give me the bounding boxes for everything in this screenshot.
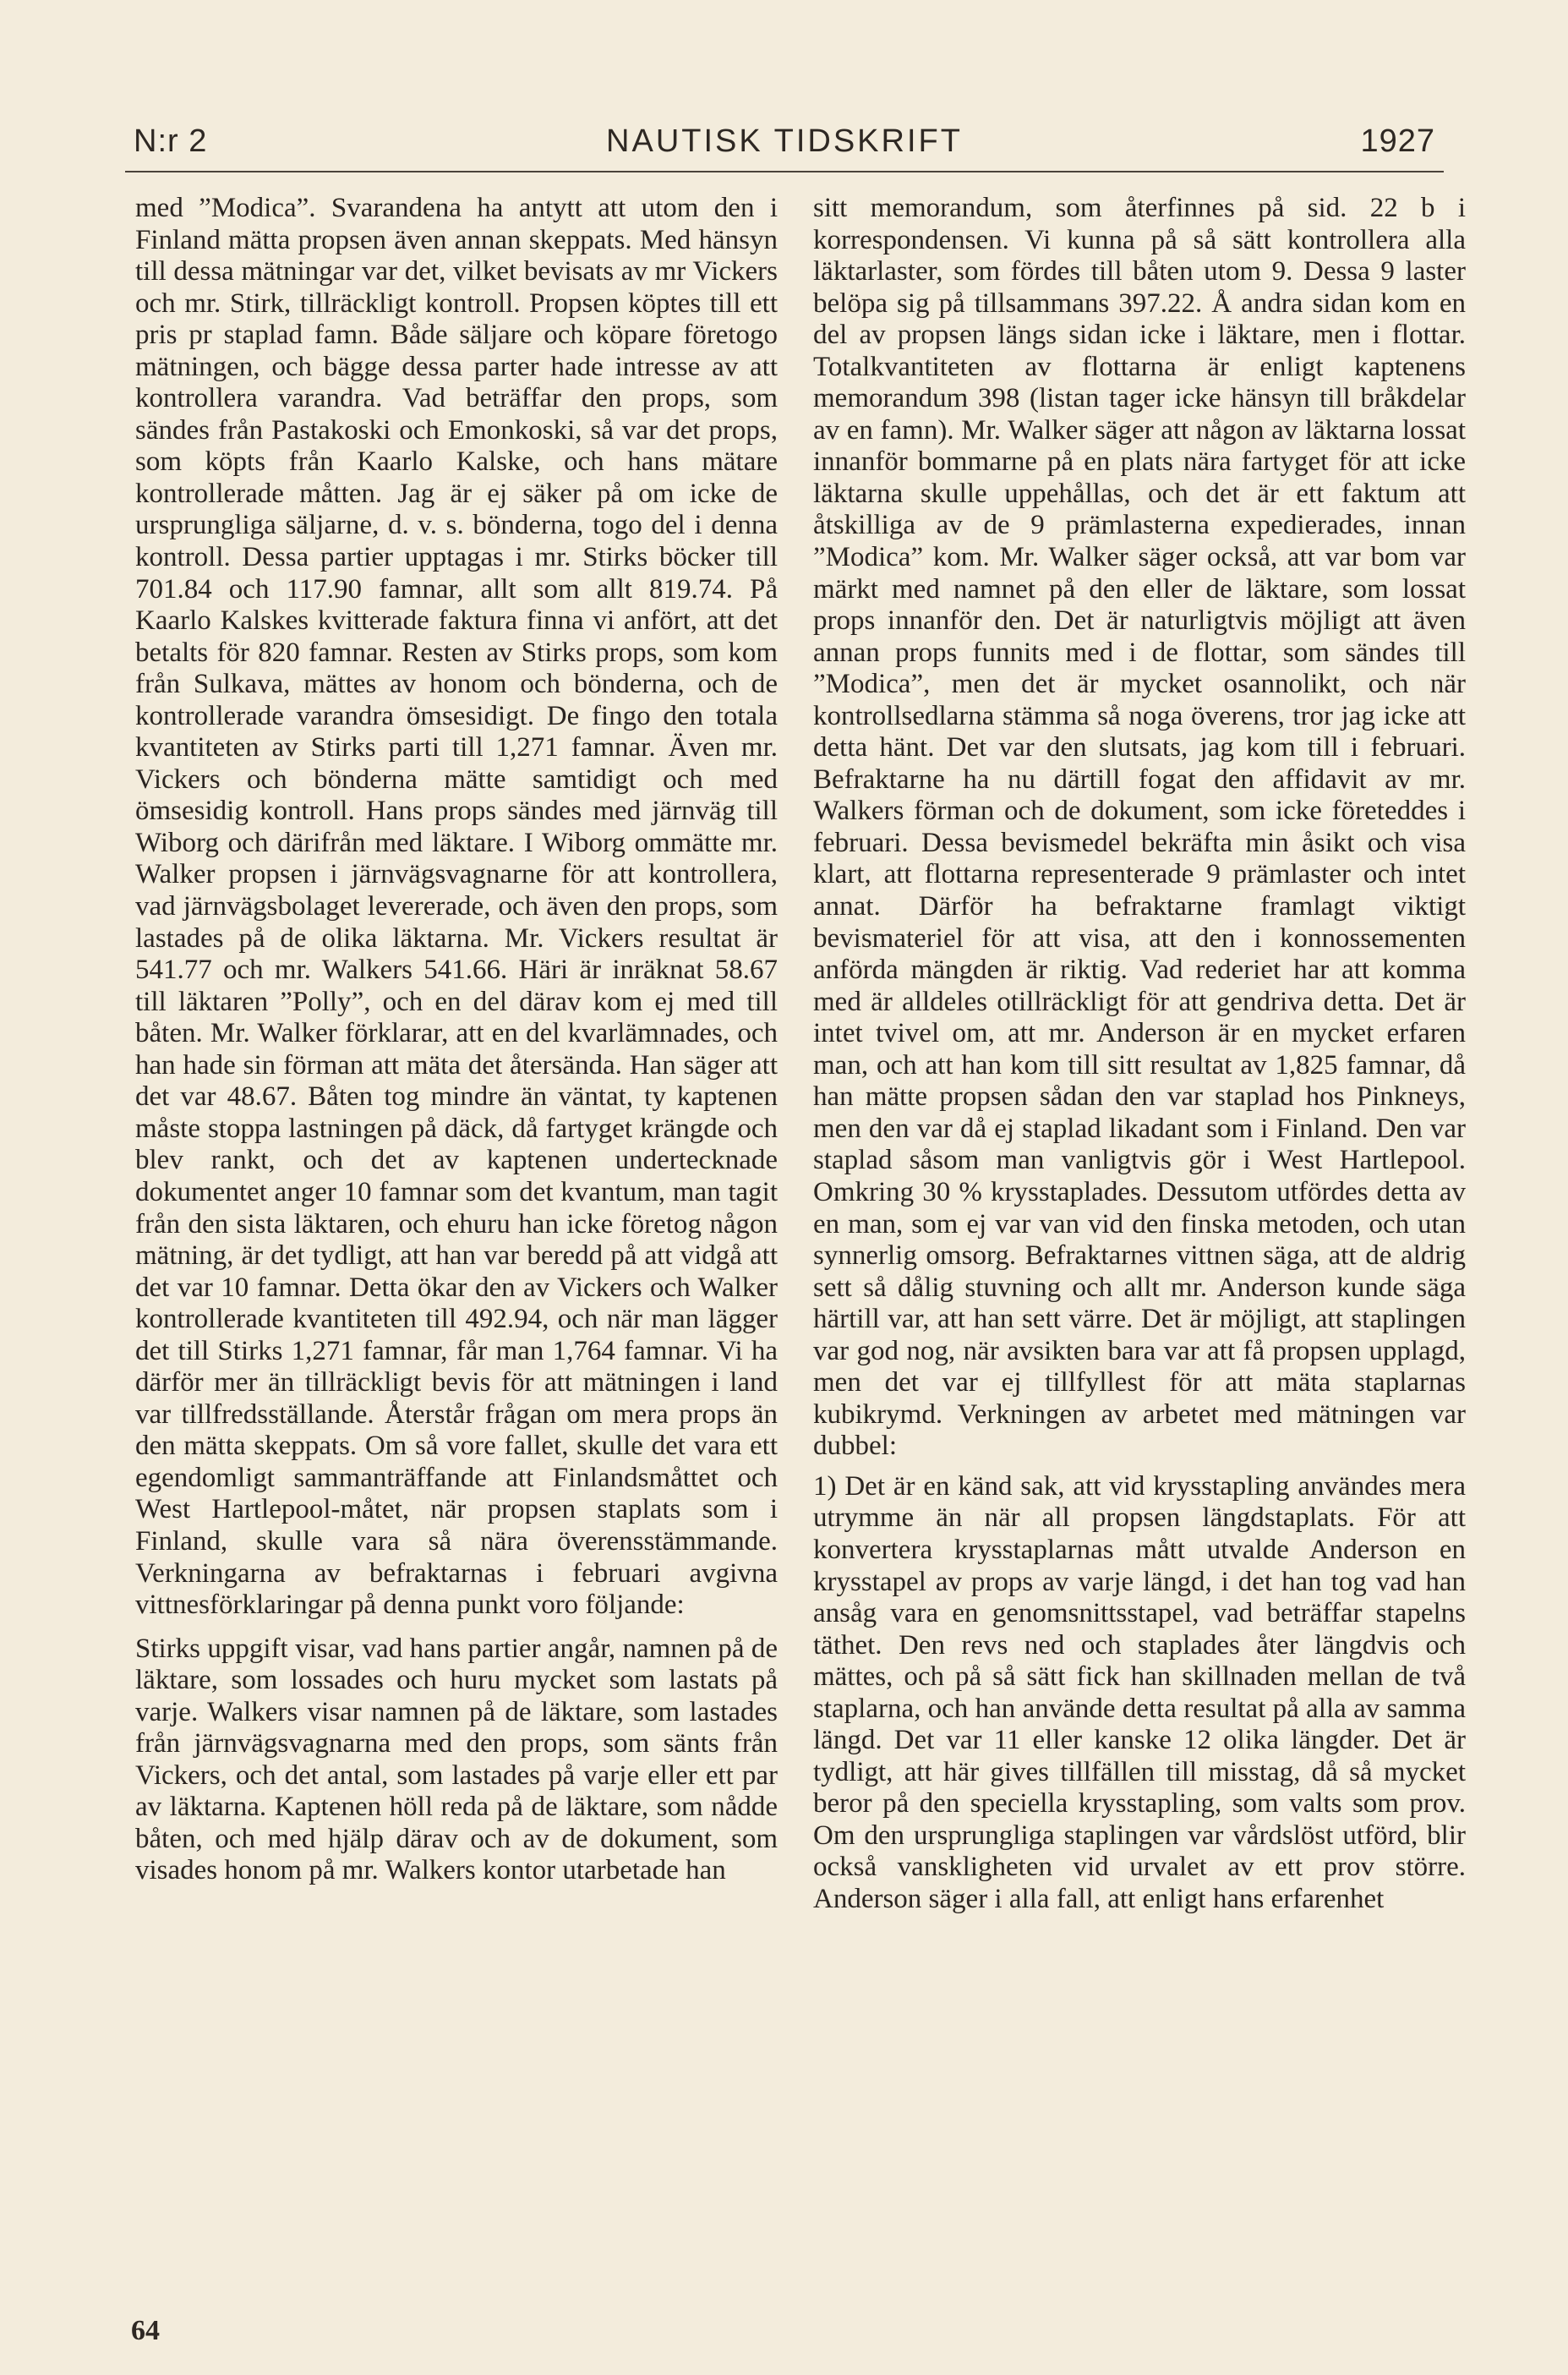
paragraph: 1) Det är en känd sak, att vid krysstapling användes mera utrymme än när all propsen längdstaplats. För att konvertera krysstaplarnas mått utvalde Anderson en krysstapel av props av varje längd, i det han tog vad han ansåg vara en genomsnittsstapel, vad beträffar stapelns täthet. Den revs ned och staplades åter längdvis och mättes, och på så sätt fick han skillnaden mellan de två staplarna, och han använde detta resultat på alla av samma längd. Det var 11 eller kanske 12 olika längder. Det är tydligt, att här gives tillfällen till misstag, då så mycket beror på den speciella krysstapling, som valts som prov. Om den ursprungliga staplingen var vårdslöst utförd, blir också vanskligheten vid urvalet av ett prov större. Anderson säger i alla fall, att enligt hans erfarenhet (813, 1470, 1466, 1914)
year: 1927 (1360, 123, 1435, 159)
paragraph: sitt memorandum, som återfinnes på sid. 22 b i korrespondensen. Vi kunna på så sätt kontrollera alla läktarlaster, som fördes till båten utom 9. Dessa 9 laster belöpa sig på tillsammans 397.22. Å andra sidan kom en del av propsen längs sidan icke i läktare, men i flottar. Totalkvantiteten av flottarna är enligt kaptenens memorandum 398 (listan tager icke hänsyn till bråkdelar av en famn). Mr. Walker säger att någon av läktarna lossat innanför bommarne på en plats nära fartyget för att icke läktarna skulle uppehållas, och det är ett faktum att åtskilliga av de 9 prämlasterna expedierades, innan ”Modica” kom. Mr. Walker säger också, att var bom var märkt med namnet på den eller de läktare, som lossat props innanför den. Det är naturligtvis möjligt att även annan props funnits med i de flottar, som sändes till ”Modica”, men det är mycket osannolikt, och när kontrollsedlarna stämma så noga överens, tror jag icke att detta hänt. Det var den slutsats, jag kom till i februari. Befraktarne ha nu därtill fogat den affidavit av mr. Walkers förman och de dokument, som icke företeddes i februari. Dessa bevismedel bekräfta min åsikt och visa klart, att flottarna representerade 9 prämlaster och intet annat. Därför ha befraktarne framlagt viktigt bevismateriel för att visa, att den i konnossementen anförda mängden är riktig. Vad rederiet har att komma med är alldeles otillräckligt för att gendriva detta. Det är intet tvivel om, att mr. Anderson är en mycket erfaren man, och att han kom till sitt resultat av 1,825 famnar, då han mätte propsen sådan den var staplad hos Pinkneys, men den var då ej staplad likadant som i Finland. Den var staplad såsom man vanligtvis gör i West Hartlepool. Omkring 30 % krysstaplades. Dessutom utfördes detta av en man, som ej var van vid den finska metoden, och utan synnerlig omsorg. Befraktarnes vittnen säga, att de aldrig sett så dålig stuvning och allt mr. Anderson kunde säga härtill var, att han sett värre. Det är möjligt, att staplingen var god nog, när avsikten bara var att få propsen upplagd, men det var ej tillfyllest för att mäta staplarnas kubikrymd. Verkningen av arbetet med mätningen var dubbel: (813, 193, 1466, 1462)
page-number: 64 (131, 2315, 160, 2346)
paragraph: Stirks uppgift visar, vad hans partier angår, namnen på de läktare, som lossades och huru mycket som lastats på varje. Walkers visar namnen på de läktare, som lastades från järnvägsvagnarna med den props, som sänts från Vickers, och det antal, som lastades på varje eller ett par av läktarna. Kaptenen höll reda på de läktare, som nådde båten, och med hjälp därav och av de dokument, som visades honom på mr. Walkers kontor utarbetade han (135, 1633, 778, 1886)
right-column (813, 193, 1466, 1916)
paragraph: med ”Modica”. Svarandena ha antytt att utom den i Finland mätta propsen även annan skeppats. Med hänsyn till dessa mätningar var det, vilket bevisats av mr Vickers och mr. Stirk, tillräckligt kontroll. Propsen köptes till ett pris pr staplad famn. Både säljare och köpare företogo mätningen, och bägge dessa parter hade intresse av att kontrollera varandra. Vad beträffar den props, som sändes från Pastakoski och Emonkoski, så var det props, som köpts från Kaarlo Kalske, och hans mätare kontrollerade måtten. Jag är ej säker på om icke de ursprungliga säljarne, d. v. s. bönderna, togo del i denna kontroll. Dessa partier upptagas i mr. Stirks böcker till 701.84 och 117.90 famnar, allt som allt 819.74. På Kaarlo Kalskes kvitterade faktura finna vi anfört, att det betalts för 820 famnar. Resten av Stirks props, som kom från Sulkava, mättes av honom och bönderna, och de kontrollerade varandra ömsesidigt. De fingo den totala kvantiteten av Stirks parti till 1,271 famnar. Även mr. Vickers och bönderna mätte samtidigt och med ömsesidig kontroll. Hans props sändes med järnväg till Wiborg och därifrån med läktare. I Wiborg ommätte mr. Walker propsen i järnvägsvagnarne för att kontrollera, vad järnvägsbolaget levererade, och även den props, som lastades på de olika läktarna. Mr. Vickers resultat är 541.77 och mr. Walkers 541.66. Häri är inräknat 58.67 till läktaren ”Polly”, och en del därav kom ej med till båten. Mr. Walker förklarar, att en del kvarlämnades, och han hade sin förman att mäta det återsända. Han säger att det var 48.67. Båten tog mindre än väntat, ty kaptenen måste stoppa lastningen på däck, då fartyget krängde och blev rankt, och det av kaptenen undertecknade dokumentet anger 10 famnar som det kvantum, man tagit från den sista läktaren, och ehuru han icke företog någon mätning, är det tydligt, att han var beredd på att vidgå att det var 10 famnar. Detta ökar den av Vickers och Walker kontrollerade kvantiteten till 492.94, och när man lägger det till Stirks 1,271 famnar, får man 1,764 famnar. Vi ha därför mer än tillräckligt bevis för att mätningen i land var tillfredsställande. Återstår frågan om mera props än den mätta skeppats. Om så vore fallet, skulle det vara ett egendomligt sammanträffande att Finlandsmåttet och West Hartlepool-måtet, när propsen staplats som i Finland, skulle vara så nära överensstämmande. Verkningarna av befraktarnas i februari avgivna vittnesförklaringar på denna punkt voro följande: (135, 193, 778, 1621)
issue-number: N:r 2 (134, 123, 208, 159)
journal-title: NAUTISK TIDSKRIFT (606, 123, 963, 159)
running-header (125, 118, 1444, 172)
left-column (135, 193, 778, 1887)
